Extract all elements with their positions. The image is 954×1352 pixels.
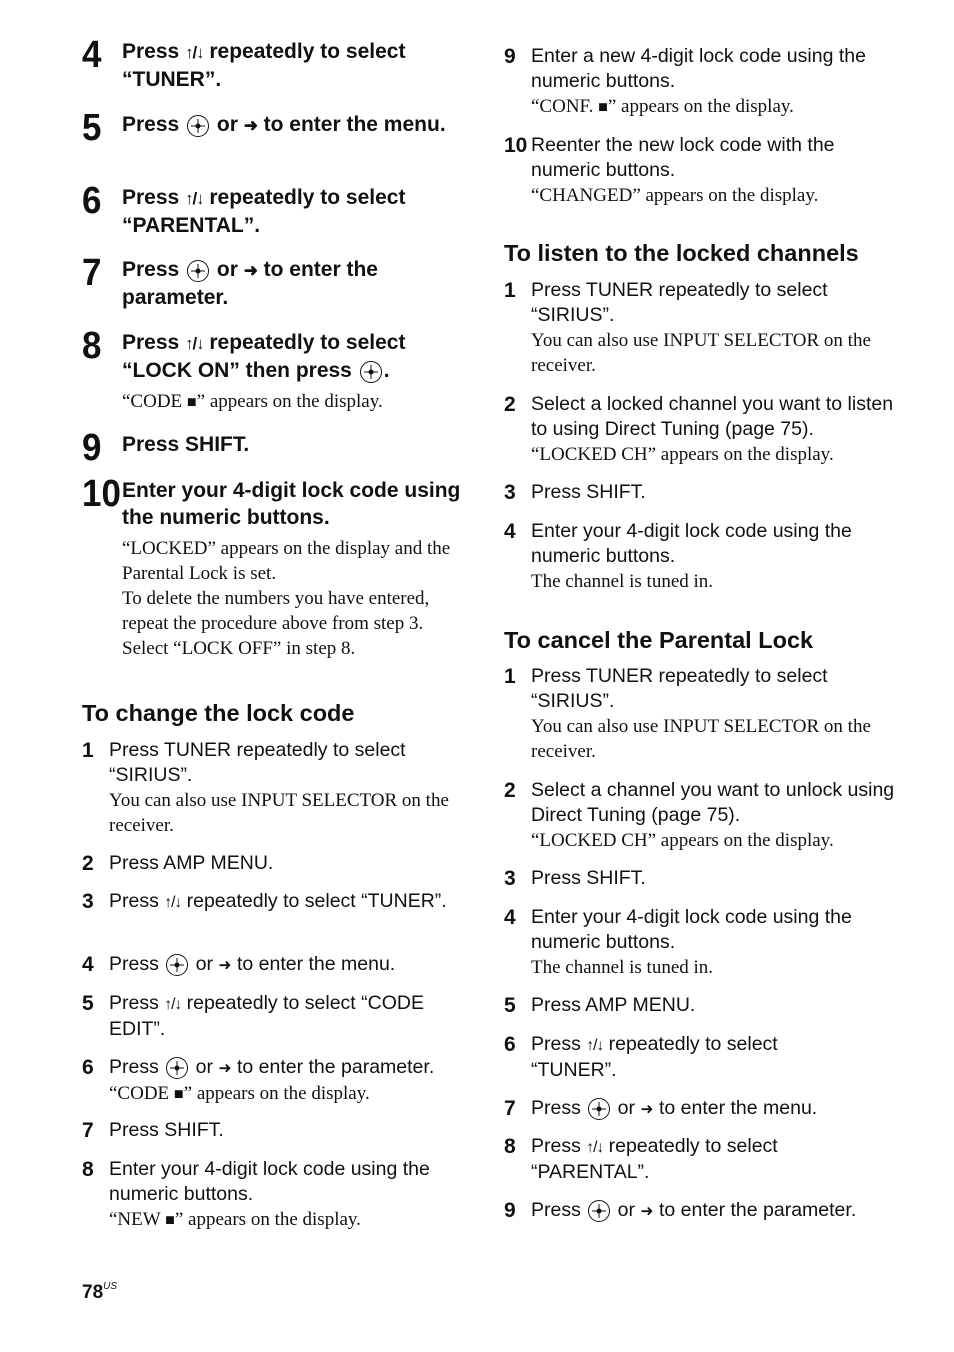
step-number: 5 [82, 107, 102, 149]
step-text: Enter a new 4-digit lock code using the numeric buttons. [531, 45, 866, 92]
step-note: “CODE ■” appears on the display. [109, 1083, 370, 1104]
step-text: Press or ➜ to enter the menu. [109, 953, 396, 975]
change-step-7 [82, 1118, 462, 1143]
step-note: “CHANGED” appears on the display. [531, 185, 819, 206]
change-step-9 [504, 44, 904, 120]
step-text: Press SHIFT. [109, 1119, 224, 1141]
step-number: 1 [82, 739, 94, 762]
step-number: 1 [504, 665, 516, 688]
step-text: Press ↑/↓ repeatedly to select “PARENTAL”. [122, 186, 406, 237]
step-text: Press ↑/↓ repeatedly to select “CODE EDIT”. [109, 992, 424, 1040]
step-number: 4 [82, 953, 94, 976]
step-6 [82, 180, 462, 239]
step-note-delete: To delete the numbers you have entered, repeat the procedure above from step 3. Select “LOCK OFF” in step 8. [122, 588, 430, 659]
step-4 [82, 34, 462, 93]
step-number: 5 [82, 992, 94, 1015]
step-number: 2 [504, 393, 516, 416]
step-text: Press TUNER repeatedly to select “SIRIUS”. [109, 739, 406, 786]
cancel-step-9 [504, 1198, 904, 1224]
up-down-arrow-icon: ↑/↓ [586, 1139, 604, 1156]
step-text: Press ↑/↓ repeatedly to select “TUNER”. [122, 40, 406, 91]
step-text: Press SHIFT. [122, 433, 250, 456]
right-arrow-icon: ➜ [218, 957, 232, 974]
step-note: “CONF. ■” appears on the display. [531, 96, 794, 117]
cancel-step-8 [504, 1134, 904, 1185]
step-note: You can also use INPUT SELECTOR on the receiver. [109, 790, 449, 836]
jog-button-icon [166, 1057, 188, 1079]
step-text: Press or ➜ to enter the parameter. [109, 1056, 435, 1078]
section-heading-cancel-parental-lock: To cancel the Parental Lock [504, 627, 814, 653]
jog-button-icon [187, 115, 209, 137]
step-number: 5 [504, 994, 516, 1017]
change-step-8 [82, 1157, 462, 1233]
cancel-step-5 [504, 993, 904, 1018]
step-number: 10 [504, 134, 528, 157]
step-text: Press SHIFT. [531, 481, 646, 503]
step-text: Select a locked channel you want to listen to using Direct Tuning (page 75). [531, 393, 894, 440]
step-number: 6 [82, 1056, 94, 1079]
up-down-arrow-icon: ↑/↓ [185, 43, 204, 62]
step-text: Press or ➜ to enter the parameter. [122, 258, 378, 309]
step-number: 4 [504, 520, 516, 543]
step-number: 6 [504, 1033, 516, 1056]
step-number: 7 [504, 1097, 516, 1120]
step-number: 4 [504, 906, 516, 929]
stop-square-icon: ■ [598, 99, 608, 116]
step-number: 8 [82, 1158, 94, 1181]
step-number: 3 [504, 481, 516, 504]
step-8 [82, 325, 462, 415]
stop-square-icon: ■ [165, 1212, 175, 1229]
right-arrow-icon: ➜ [243, 116, 258, 135]
change-step-10 [504, 133, 904, 208]
cancel-step-2 [504, 778, 904, 853]
jog-button-icon [166, 954, 188, 976]
step-text: Press ↑/↓ repeatedly to select “TUNER”. [531, 1033, 778, 1081]
step-text: Press ↑/↓ repeatedly to select “TUNER”. [109, 890, 447, 912]
step-number: 2 [82, 852, 94, 875]
section-heading-change-lock-code: To change the lock code [82, 700, 355, 726]
step-text: Enter your 4-digit lock code using the numeric buttons. [122, 479, 461, 529]
step-text: Press or ➜ to enter the parameter. [531, 1199, 857, 1221]
step-number: 9 [82, 427, 102, 469]
stop-square-icon: ■ [186, 394, 197, 411]
step-text: Press AMP MENU. [531, 994, 696, 1016]
page-number: $78^{US}$ [82, 1281, 118, 1303]
step-number: 9 [504, 1199, 516, 1222]
right-arrow-icon: ➜ [218, 1060, 232, 1077]
jog-button-icon [187, 260, 209, 282]
step-text: Enter your 4-digit lock code using the numeric buttons. [531, 520, 852, 567]
right-arrow-icon: ➜ [640, 1203, 654, 1220]
step-number: 3 [82, 890, 94, 913]
step-text: Press ↑/↓ repeatedly to select “LOCK ON” then press . [122, 331, 406, 382]
step-text: Press or ➜ to enter the menu. [122, 113, 446, 136]
listen-step-2 [504, 392, 904, 467]
step-note: “LOCKED CH” appears on the display. [531, 830, 834, 851]
change-step-2 [82, 851, 462, 876]
listen-step-3 [504, 480, 904, 505]
step-9 [82, 427, 462, 469]
step-note: “NEW ■” appears on the display. [109, 1209, 361, 1230]
up-down-arrow-icon: ↑/↓ [586, 1037, 604, 1054]
jog-button-icon [588, 1098, 610, 1120]
step-note: You can also use INPUT SELECTOR on the receiver. [531, 330, 871, 376]
step-10 [82, 473, 462, 661]
step-text: Enter your 4-digit lock code using the numeric buttons. [531, 906, 852, 953]
change-step-1 [82, 738, 462, 838]
step-number: 7 [82, 1119, 94, 1142]
cancel-step-1 [504, 664, 904, 764]
up-down-arrow-icon: ↑/↓ [185, 189, 204, 208]
up-down-arrow-icon: ↑/↓ [164, 996, 182, 1013]
step-text: Press AMP MENU. [109, 852, 274, 874]
change-step-5 [82, 991, 462, 1042]
step-text: Press TUNER repeatedly to select “SIRIUS”. [531, 279, 828, 326]
jog-button-icon [360, 361, 382, 383]
cancel-step-3 [504, 866, 904, 891]
change-step-6 [82, 1055, 472, 1107]
change-step-3 [82, 889, 462, 915]
cancel-step-6 [504, 1032, 904, 1083]
step-note: The channel is tuned in. [531, 957, 714, 978]
cancel-step-7 [504, 1096, 904, 1122]
step-number: 8 [504, 1135, 516, 1158]
step-7 [82, 252, 462, 311]
right-arrow-icon: ➜ [640, 1101, 654, 1118]
listen-step-1 [504, 278, 904, 378]
step-note: “LOCKED CH” appears on the display. [531, 444, 834, 465]
step-note: “LOCKED” appears on the display and the Parental Lock is set. [122, 538, 451, 584]
step-5 [82, 107, 462, 149]
step-note: The channel is tuned in. [531, 571, 714, 592]
step-number: 6 [82, 180, 102, 222]
step-text: Enter your 4-digit lock code using the numeric buttons. [109, 1158, 430, 1205]
step-text: Press or ➜ to enter the menu. [531, 1097, 818, 1119]
step-text: Reenter the new lock code with the numeric buttons. [531, 134, 835, 181]
up-down-arrow-icon: ↑/↓ [164, 894, 182, 911]
step-number: 3 [504, 867, 516, 890]
step-number: 9 [504, 45, 516, 68]
step-number: 8 [82, 325, 102, 367]
step-note: “CODE ■” appears on the display. [122, 391, 383, 412]
step-text: Select a channel you want to unlock using Direct Tuning (page 75). [531, 779, 895, 826]
up-down-arrow-icon: ↑/↓ [185, 334, 204, 353]
step-note: You can also use INPUT SELECTOR on the receiver. [531, 716, 871, 762]
jog-button-icon [588, 1200, 610, 1222]
step-text: Press TUNER repeatedly to select “SIRIUS”. [531, 665, 828, 712]
right-arrow-icon: ➜ [243, 261, 258, 280]
step-number: 7 [82, 252, 102, 294]
listen-step-4 [504, 519, 904, 594]
step-number: 2 [504, 779, 516, 802]
change-step-4 [82, 952, 462, 978]
step-number: 10 [82, 473, 121, 515]
step-number: 1 [504, 279, 516, 302]
cancel-step-4 [504, 905, 904, 980]
section-heading-listen-locked: To listen to the locked channels [504, 240, 859, 266]
stop-square-icon: ■ [173, 1086, 184, 1103]
step-text: Press SHIFT. [531, 867, 646, 889]
step-text: Press ↑/↓ repeatedly to select “PARENTAL”. [531, 1135, 778, 1183]
step-number: 4 [82, 34, 102, 76]
